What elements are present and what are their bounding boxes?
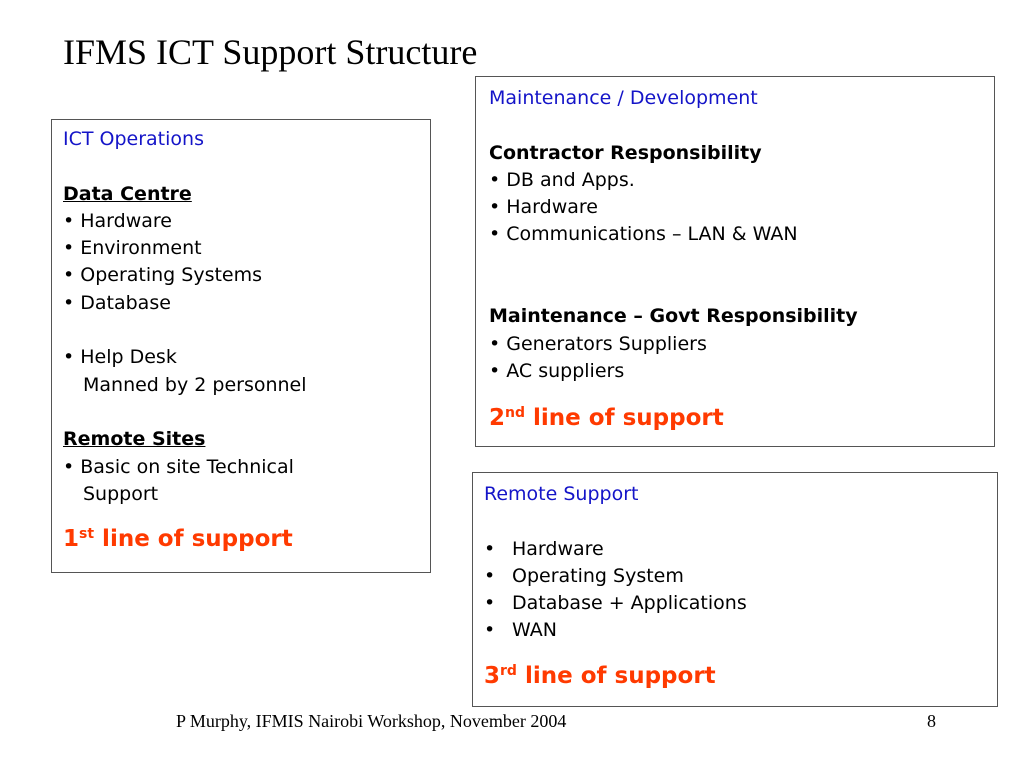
- spacer: [489, 112, 994, 139]
- list-item: • Hardware: [489, 196, 598, 219]
- spacer: [63, 508, 430, 524]
- spacer: [489, 385, 994, 403]
- first-line-support-label: 1st line of support: [63, 526, 293, 553]
- help-desk-note: Manned by 2 personnel: [83, 373, 307, 396]
- spacer: [489, 276, 994, 303]
- list-item: • WAN: [484, 619, 557, 642]
- list-item: • DB and Apps.: [489, 168, 635, 191]
- spacer: [484, 508, 997, 535]
- ict-operations-heading: ICT Operations: [63, 128, 204, 150]
- list-item: • Hardware: [63, 209, 172, 232]
- maintenance-heading: Maintenance / Development: [489, 87, 758, 109]
- list-item: • Operating System: [484, 564, 684, 587]
- list-item-continuation: Support: [83, 482, 159, 505]
- spacer: [63, 317, 430, 344]
- contractor-heading: Contractor Responsibility: [489, 141, 762, 164]
- spacer: [63, 399, 430, 426]
- list-item: • AC suppliers: [489, 359, 625, 382]
- list-item: • Basic on site Technical: [63, 455, 294, 478]
- list-item: • Operating Systems: [63, 264, 263, 287]
- third-line-support-label: 3rd line of support: [484, 662, 716, 689]
- remote-sites-heading: Remote Sites: [63, 428, 206, 451]
- slide-title: IFMS ICT Support Structure: [63, 32, 478, 72]
- help-desk-item: • Help Desk: [63, 346, 177, 369]
- list-item: • Communications – LAN & WAN: [489, 223, 798, 246]
- spacer: [489, 249, 994, 276]
- ict-operations-box: [51, 119, 431, 573]
- spacer: [484, 645, 997, 661]
- page-number: 8: [927, 711, 936, 731]
- govt-heading: Maintenance – Govt Responsibility: [489, 305, 858, 328]
- list-item: • Environment: [63, 237, 202, 260]
- second-line-support-label: 2nd line of support: [489, 405, 724, 432]
- remote-support-heading: Remote Support: [484, 483, 639, 505]
- footer-credit: P Murphy, IFMIS Nairobi Workshop, November 2004: [176, 711, 567, 731]
- list-item: • Database + Applications: [484, 592, 747, 615]
- data-centre-heading: Data Centre: [63, 182, 192, 205]
- spacer: [63, 153, 430, 180]
- remote-support-box: [472, 472, 998, 707]
- maintenance-development-box: [475, 76, 995, 447]
- list-item: • Database: [63, 291, 171, 314]
- list-item: • Hardware: [484, 537, 604, 560]
- list-item: • Generators Suppliers: [489, 332, 707, 355]
